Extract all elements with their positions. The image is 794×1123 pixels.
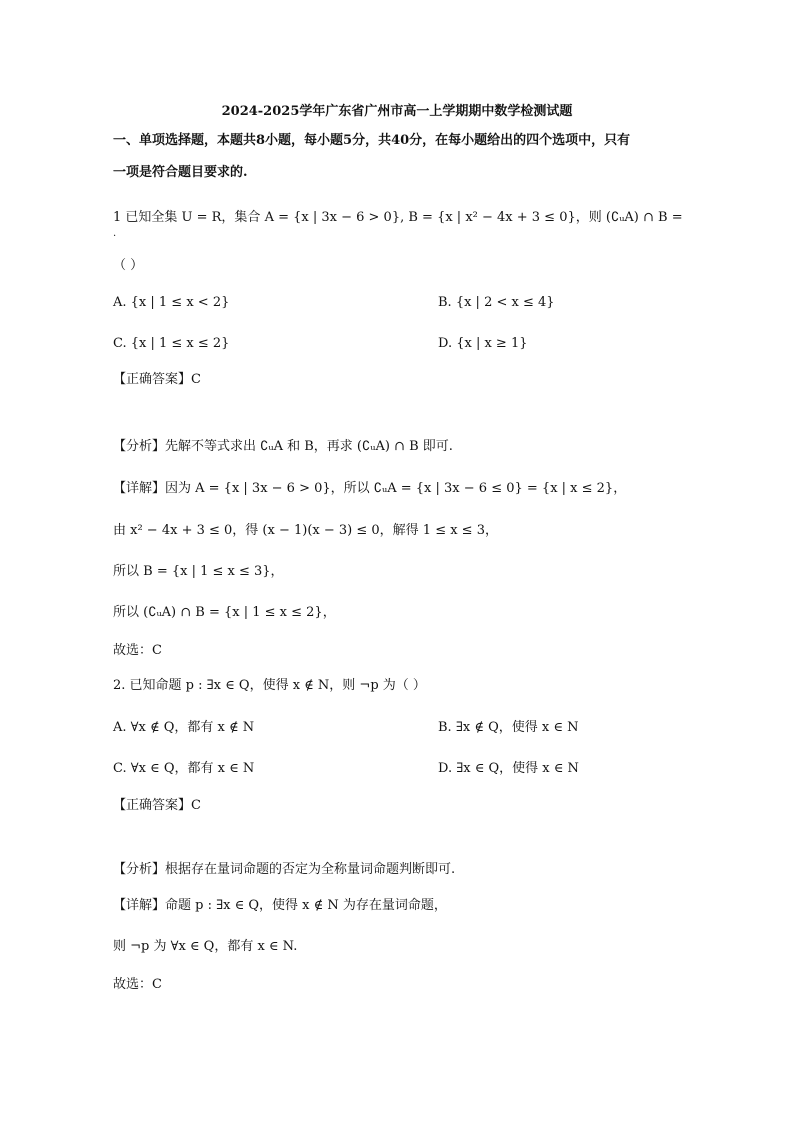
q1-detail-line3: 所以 B = {x | 1 ≤ x ≤ 3}，: [113, 564, 284, 579]
section-heading-line1: 一、单项选择题，本题共8小题，每小题5分，共40分，在每小题给出的四个选项中，只有: [113, 133, 631, 148]
q2-detail-line1: 【详解】命题 p : ∃x ∈ Q，使得 x ∉ N 为存在量词命题，: [113, 898, 447, 913]
q2-correct-answer: 【正确答案】C: [113, 798, 201, 813]
q2-option-a: A. ∀x ∉ Q，都有 x ∉ N: [113, 720, 255, 735]
q1-stem: 1 已知全集 U = R，集合 A = {x | 3x − 6 > 0}, B = {x | x² − 4x + 3 ≤ 0}，则 (∁ᵤA) ∩ B =: [113, 210, 683, 225]
q2-stem: 2. 已知命题 p : ∃x ∈ Q，使得 x ∉ N，则 ¬p 为（ ）: [113, 678, 426, 693]
q2-detail-line2: 则 ¬p 为 ∀x ∈ Q，都有 x ∈ N.: [113, 939, 298, 954]
q1-detail-line1: 【详解】因为 A = {x | 3x − 6 > 0}，所以 ∁ᵤA = {x | 3x − 6 ≤ 0} = {x | x ≤ 2}，: [113, 481, 627, 496]
q2-choose: 故选：C: [113, 977, 162, 992]
q1-option-b: B. {x | 2 < x ≤ 4}: [438, 295, 555, 310]
section-heading-line2: 一项是符合题目要求的.: [113, 165, 248, 180]
q1-option-a: A. {x | 1 ≤ x < 2}: [113, 295, 230, 310]
q1-detail-line4: 所以 (∁ᵤA) ∩ B = {x | 1 ≤ x ≤ 2}，: [113, 605, 336, 620]
q1-option-c: C. {x | 1 ≤ x ≤ 2}: [113, 336, 230, 351]
q1-correct-answer: 【正确答案】C: [113, 372, 201, 387]
q1-analysis: 【分析】先解不等式求出 ∁ᵤA 和 B，再求 (∁ᵤA) ∩ B 即可.: [113, 439, 453, 454]
q1-choose: 故选：C: [113, 643, 162, 658]
q1-option-d: D. {x | x ≥ 1}: [438, 336, 528, 351]
q2-analysis: 【分析】根据存在量词命题的否定为全称量词命题判断即可.: [113, 862, 456, 877]
q1-stem-dot: .: [113, 228, 117, 239]
document-title: 2024-2025学年广东省广州市高一上学期期中数学检测试题: [221, 104, 573, 119]
q2-option-d: D. ∃x ∈ Q，使得 x ∈ N: [438, 761, 579, 776]
q2-option-b: B. ∃x ∉ Q，使得 x ∈ N: [438, 720, 579, 735]
q1-answer-paren: （ ）: [113, 258, 144, 273]
q1-detail-line2: 由 x² − 4x + 3 ≤ 0，得 (x − 1)(x − 3) ≤ 0，解得 1 ≤ x ≤ 3，: [113, 523, 498, 538]
q2-option-c: C. ∀x ∈ Q，都有 x ∈ N: [113, 761, 255, 776]
